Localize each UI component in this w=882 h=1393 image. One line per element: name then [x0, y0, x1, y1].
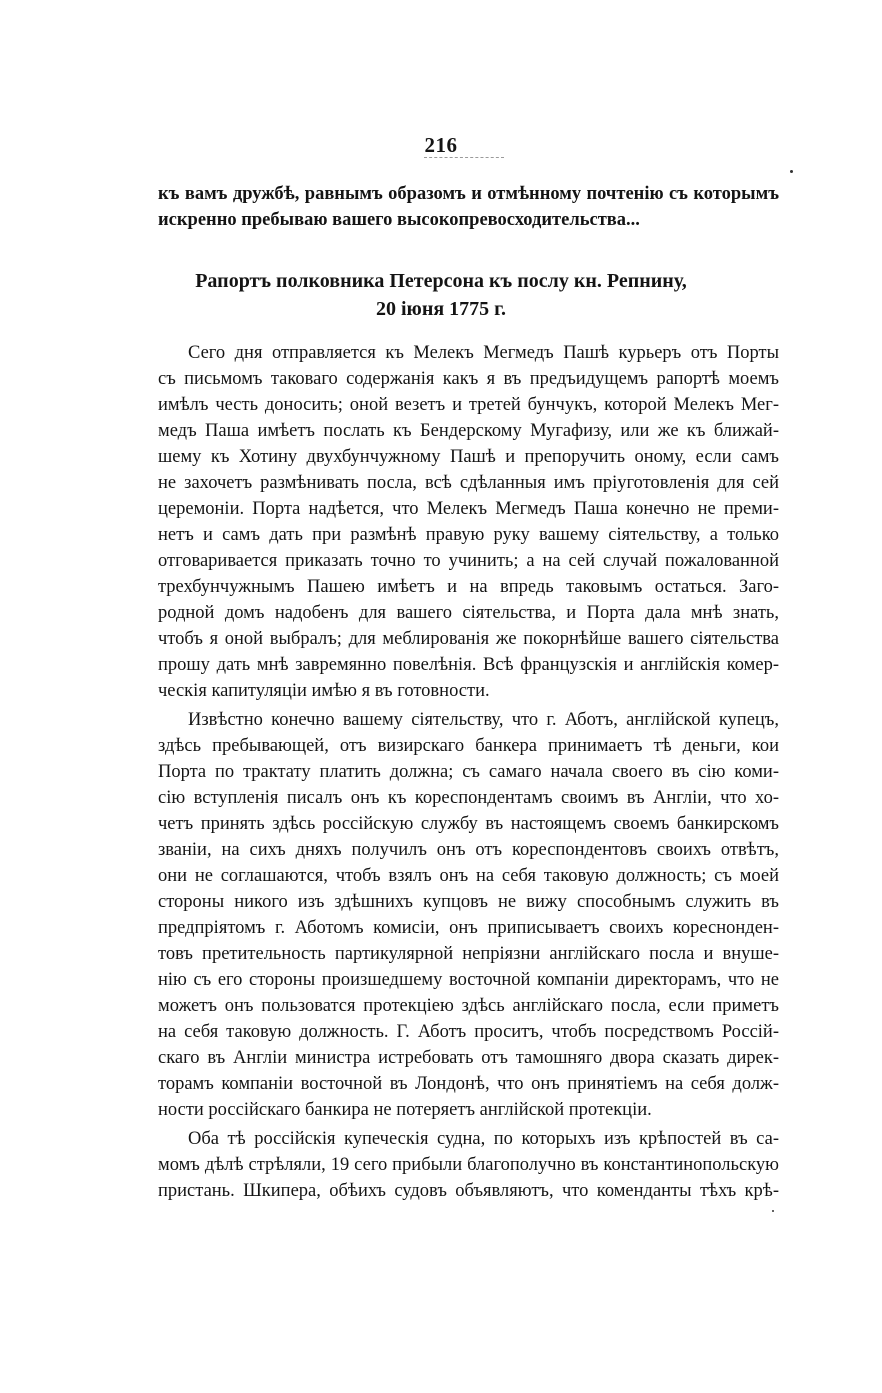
page-number: 216	[424, 133, 458, 157]
text-line: нетъ и самъ дать при размѣнѣ правую руку вашему сіятельству, а только	[158, 525, 779, 545]
text-line: предпріятомъ г. Аботомъ комисіи, онъ приписываетъ своихъ кореснонден-	[158, 918, 779, 938]
text-line: торамъ компаніи восточной въ Лондонѣ, что онъ принятіемъ на себя долж-	[158, 1074, 779, 1094]
text-line: здѣсь пребывающей, отъ визирскаго банкера принимаетъ тѣ деньги, кои	[158, 736, 779, 756]
text-line: медъ Паша имѣетъ послать къ Бендерскому Мугафизу, или же къ ближай-	[158, 421, 779, 441]
text-line: Извѣстно конечно вашему сіятельству, что г. Аботъ, англійской купецъ,	[188, 710, 779, 730]
text-line: стороны никого изъ здѣшнихъ купцовъ не вижу способнымъ служить въ	[158, 892, 779, 912]
text-line: скаго въ Англіи министра истребовать отъ тамошняго двора сказать дирек-	[158, 1048, 779, 1068]
text-line: ности россійскаго банкира не потеряетъ англійской протекціи.	[158, 1100, 652, 1120]
text-line: съ письмомъ таковаго содержанія какъ я въ предъидущемъ рапортѣ моемъ	[158, 369, 779, 389]
section-heading-date: 20 іюня 1775 г.	[375, 298, 506, 320]
text-line: Порта по трактату платить должна; съ самаго начала своего въ сію коми-	[158, 762, 779, 782]
text-line: четъ принять здѣсь россійскую службу въ настоящемъ своемъ банкирскомъ	[158, 814, 779, 834]
text-line: искренно пребываю вашего высокопревосходительства...	[158, 210, 640, 230]
text-line: товъ претительность партикулярной непріязни англійскаго посла и внуше-	[158, 944, 779, 964]
page-number-rule	[424, 157, 504, 158]
text-line: Оба тѣ россійскія купеческія судна, по которыхъ изъ крѣпостей въ са-	[188, 1129, 779, 1149]
text-line: званіи, на сихъ дняхъ получилъ онъ отъ кореспондентовъ своихъ отвѣтъ,	[158, 840, 779, 860]
text-line: чтобъ я оной выбралъ; для меблированія же покорнѣйше вашего сіятельства	[158, 629, 779, 649]
text-line: на себя таковую должность. Г. Аботъ проситъ, чтобъ посредствомъ Россій-	[158, 1022, 779, 1042]
text-line: сію вступленія писалъ онъ къ кореспондентамъ своимъ въ Англіи, что хо-	[158, 788, 779, 808]
text-line: къ вамъ дружбѣ, равнымъ образомъ и отмѣнному почтенію съ которымъ	[158, 184, 779, 204]
text-line: прошу дать мнѣ завремянно повелѣнія. Всѣ французскія и англійскія комер-	[158, 655, 779, 675]
text-line: нію съ его стороны произшедшему восточной компаніи директорамъ, что не	[158, 970, 779, 990]
text-line: можетъ онъ пользоватся протекціею здѣсь англійскаго посла, если приметъ	[158, 996, 779, 1016]
scan-speck	[790, 170, 793, 173]
text-line: отговаривается приказать точно то учинить; а на сей случай пожалованной	[158, 551, 779, 571]
text-line: они не соглашаются, чтобъ взялъ онъ на себя таковую должность; съ моей	[158, 866, 779, 886]
text-line: имѣлъ честь доносить; оной везетъ и третей бунчукъ, которой Мелекъ Мег-	[158, 395, 779, 415]
text-line: Сего дня отправляется къ Мелекъ Мегмедъ Пашѣ курьеръ отъ Порты	[188, 343, 779, 363]
text-line: родной домъ надобенъ для вашего сіятельства, и Порта дала мнѣ знать,	[158, 603, 779, 623]
text-line: ческія капитуляціи имѣю я въ готовности.	[158, 681, 490, 701]
scan-speck	[772, 1210, 774, 1212]
text-line: не захочетъ размѣнивать посла, всѣ сдѣланныя имъ пріуготовленія для сей	[158, 473, 779, 493]
text-line: трехбунчужнымъ Пашею имѣетъ и на впредь таковымъ остаться. Заго-	[158, 577, 779, 597]
section-heading: Рапортъ полковника Петерсона къ послу кн. Репнину,	[195, 270, 687, 292]
text-line: пристань. Шкипера, обѣихъ судовъ объявляютъ, что коменданты тѣхъ крѣ-	[158, 1181, 779, 1201]
text-line: церемоніи. Порта надѣется, что Мелекъ Мегмедъ Паша конечно не преми-	[158, 499, 779, 519]
text-line: момъ дѣлѣ стрѣляли, 19 сего прибыли благополучно въ константинопольскую	[158, 1155, 779, 1175]
text-line: шему къ Хотину двухбунчужному Пашѣ и препоручить оному, если самъ	[158, 447, 779, 467]
